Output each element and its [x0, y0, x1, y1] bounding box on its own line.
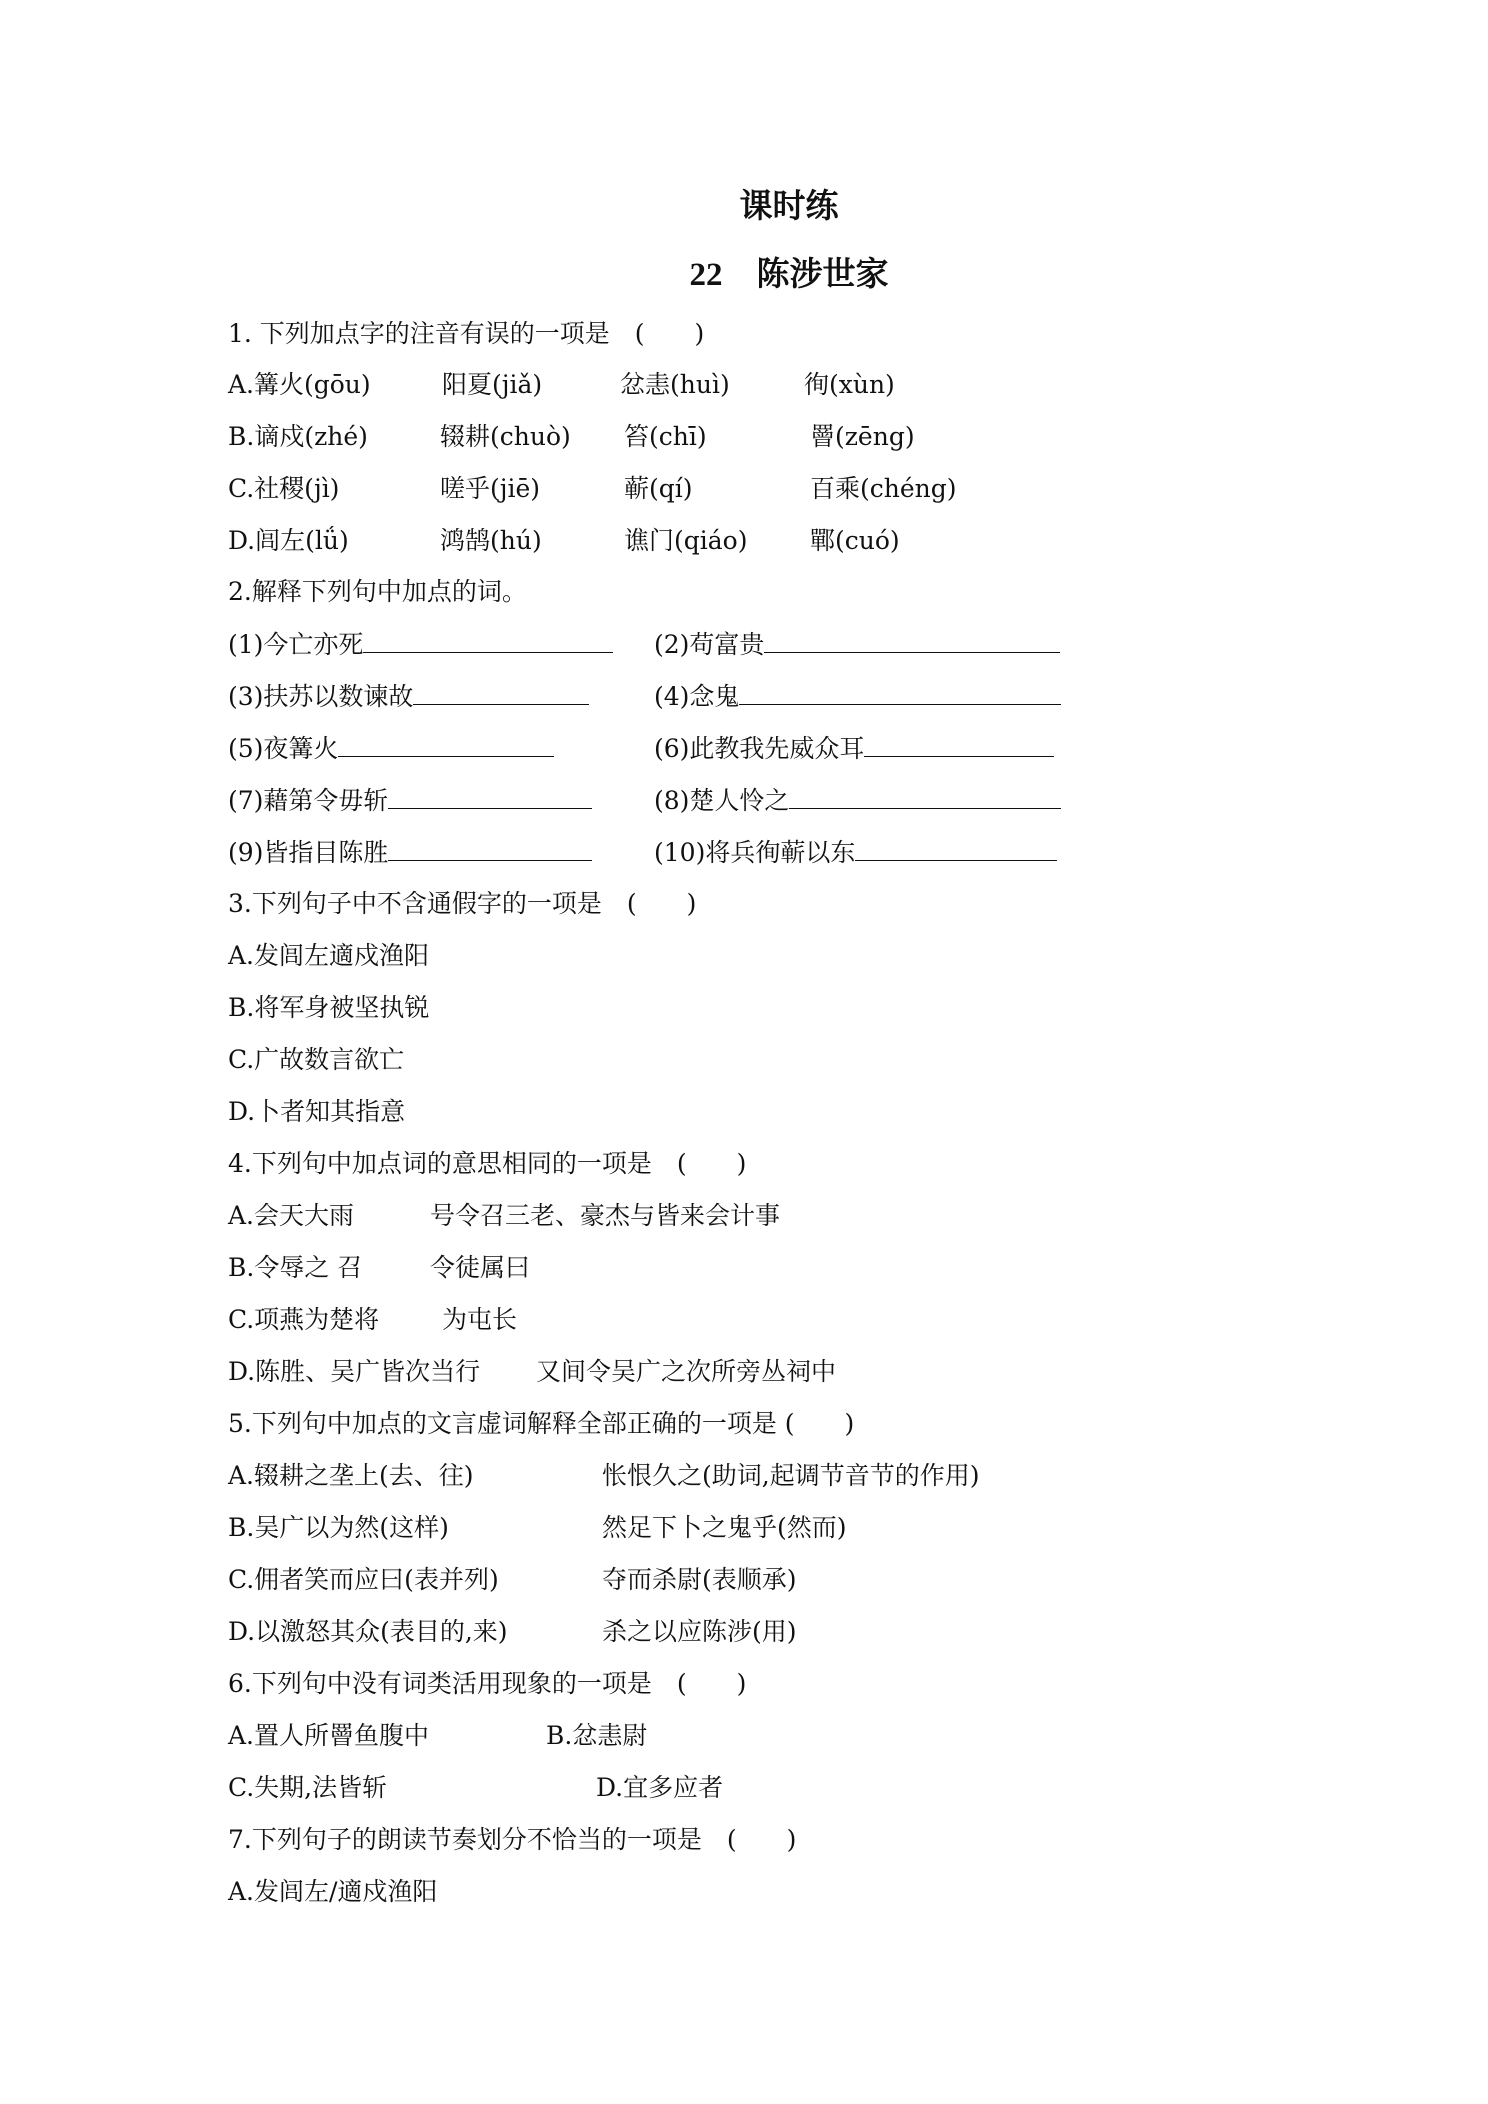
q1-b-4: 罾(zēng) [810, 422, 915, 451]
q1-a-4: 徇(xùn) [804, 370, 895, 399]
q6-stem: 6.下列句中没有词类活用现象的一项是 ( ) [228, 1669, 747, 1698]
q2-item-10: (10)将兵徇蕲以东 [654, 834, 1057, 871]
q4-option-a-2: 号令召三老、豪杰与皆来会计事 [430, 1201, 781, 1230]
q1-c-1: C.社稷(jì) [228, 474, 340, 503]
q6-option-b: B.忿恚尉 [546, 1721, 648, 1750]
q2-stem: 2.解释下列句中加点的词。 [228, 577, 527, 606]
answer-blank[interactable] [864, 730, 1054, 757]
q1-d-4: 鄲(cuó) [810, 526, 900, 555]
q4-option-c-1: C.项燕为楚将 [228, 1305, 380, 1334]
q1-stem: 1. 下列加点字的注音有误的一项是 ( ) [228, 319, 705, 348]
q1-c-3: 蕲(qí) [624, 474, 693, 503]
q2-item-1: (1)今亡亦死 [228, 626, 613, 663]
lesson-number: 22 [689, 257, 723, 293]
q6-option-a: A.置人所罾鱼腹中 [228, 1721, 430, 1750]
q1-a-1: A.篝火(gōu) [228, 370, 371, 399]
answer-blank[interactable] [338, 730, 554, 757]
q4-stem: 4.下列句中加点词的意思相同的一项是 ( ) [228, 1149, 747, 1178]
q3-stem: 3.下列句子中不含通假字的一项是 ( ) [228, 889, 697, 918]
q1-c-4: 百乘(chéng) [810, 474, 957, 503]
q7-option-a: A.发闾左/適戍渔阳 [228, 1877, 438, 1906]
q4-option-d-1: D.陈胜、吴广皆次当行 [228, 1357, 481, 1386]
q4-option-a-1: A.会天大雨 [228, 1201, 355, 1230]
q1-d-1: D.闾左(lǘ) [228, 526, 349, 555]
q5-option-a-2: 怅恨久之(助词,起调节音节的作用) [602, 1461, 980, 1490]
answer-blank[interactable] [855, 834, 1057, 861]
q5-option-a-1: A.辍耕之垄上(去、往) [228, 1461, 474, 1490]
q5-option-b-2: 然足下卜之鬼乎(然而) [602, 1513, 847, 1542]
q1-b-3: 笞(chī) [624, 422, 707, 451]
q2-item-2: (2)苟富贵 [654, 626, 1060, 663]
q1-a-2: 阳夏(jiǎ) [442, 370, 543, 399]
q3-option-a: A.发闾左適戍渔阳 [228, 941, 430, 970]
q5-option-d-1: D.以激怒其众(表目的,来) [228, 1617, 508, 1646]
q4-option-c-2: 为屯长 [442, 1305, 518, 1334]
q3-option-b: B.将军身被坚执锐 [228, 993, 430, 1022]
answer-blank[interactable] [388, 834, 592, 861]
q2-item-3: (3)扶苏以数谏故 [228, 678, 589, 715]
q1-a-3: 忿恚(huì) [620, 370, 730, 399]
q2-item-7: (7)藉第令毋斩 [228, 782, 592, 819]
answer-blank[interactable] [363, 626, 613, 653]
q2-item-4: (4)念鬼 [654, 678, 1061, 715]
lesson-title: 陈涉世家 [756, 254, 889, 293]
q6-option-c: C.失期,法皆斩 [228, 1773, 388, 1802]
page-title: 课时练 [739, 186, 839, 225]
q4-option-b-1: B.令辱之 召 [228, 1253, 363, 1282]
q5-option-c-2: 夺而杀尉(表顺承) [602, 1565, 797, 1594]
answer-blank[interactable] [388, 782, 592, 809]
q6-option-d: D.宜多应者 [596, 1773, 724, 1802]
answer-blank[interactable] [764, 626, 1060, 653]
q1-d-3: 谯门(qiáo) [624, 526, 748, 555]
q3-option-d: D.卜者知其指意 [228, 1097, 406, 1126]
q1-b-1: B.谪戍(zhé) [228, 422, 368, 451]
q4-option-b-2: 令徒属曰 [430, 1253, 531, 1282]
q1-d-2: 鸿鹄(hú) [440, 526, 542, 555]
q2-item-9: (9)皆指目陈胜 [228, 834, 592, 871]
q7-stem: 7.下列句子的朗读节奏划分不恰当的一项是 ( ) [228, 1825, 797, 1854]
q2-item-6: (6)此教我先威众耳 [654, 730, 1054, 767]
answer-blank[interactable] [789, 782, 1061, 809]
lesson-heading [0, 248, 1488, 295]
q5-option-c-1: C.佣者笑而应曰(表并列) [228, 1565, 499, 1594]
q1-b-2: 辍耕(chuò) [440, 422, 571, 451]
answer-blank[interactable] [739, 678, 1061, 705]
q4-option-d-2: 又间令吴广之次所旁丛祠中 [536, 1357, 837, 1386]
q5-option-d-2: 杀之以应陈涉(用) [602, 1617, 797, 1646]
answer-blank[interactable] [413, 678, 589, 705]
q2-item-5: (5)夜篝火 [228, 730, 554, 767]
q1-c-2: 嗟乎(jiē) [440, 474, 541, 503]
q2-item-8: (8)楚人怜之 [654, 782, 1061, 819]
q5-option-b-1: B.吴广以为然(这样) [228, 1513, 449, 1542]
q3-option-c: C.广故数言欲亡 [228, 1045, 405, 1074]
q5-stem: 5.下列句中加点的文言虚词解释全部正确的一项是 ( ) [228, 1409, 855, 1438]
